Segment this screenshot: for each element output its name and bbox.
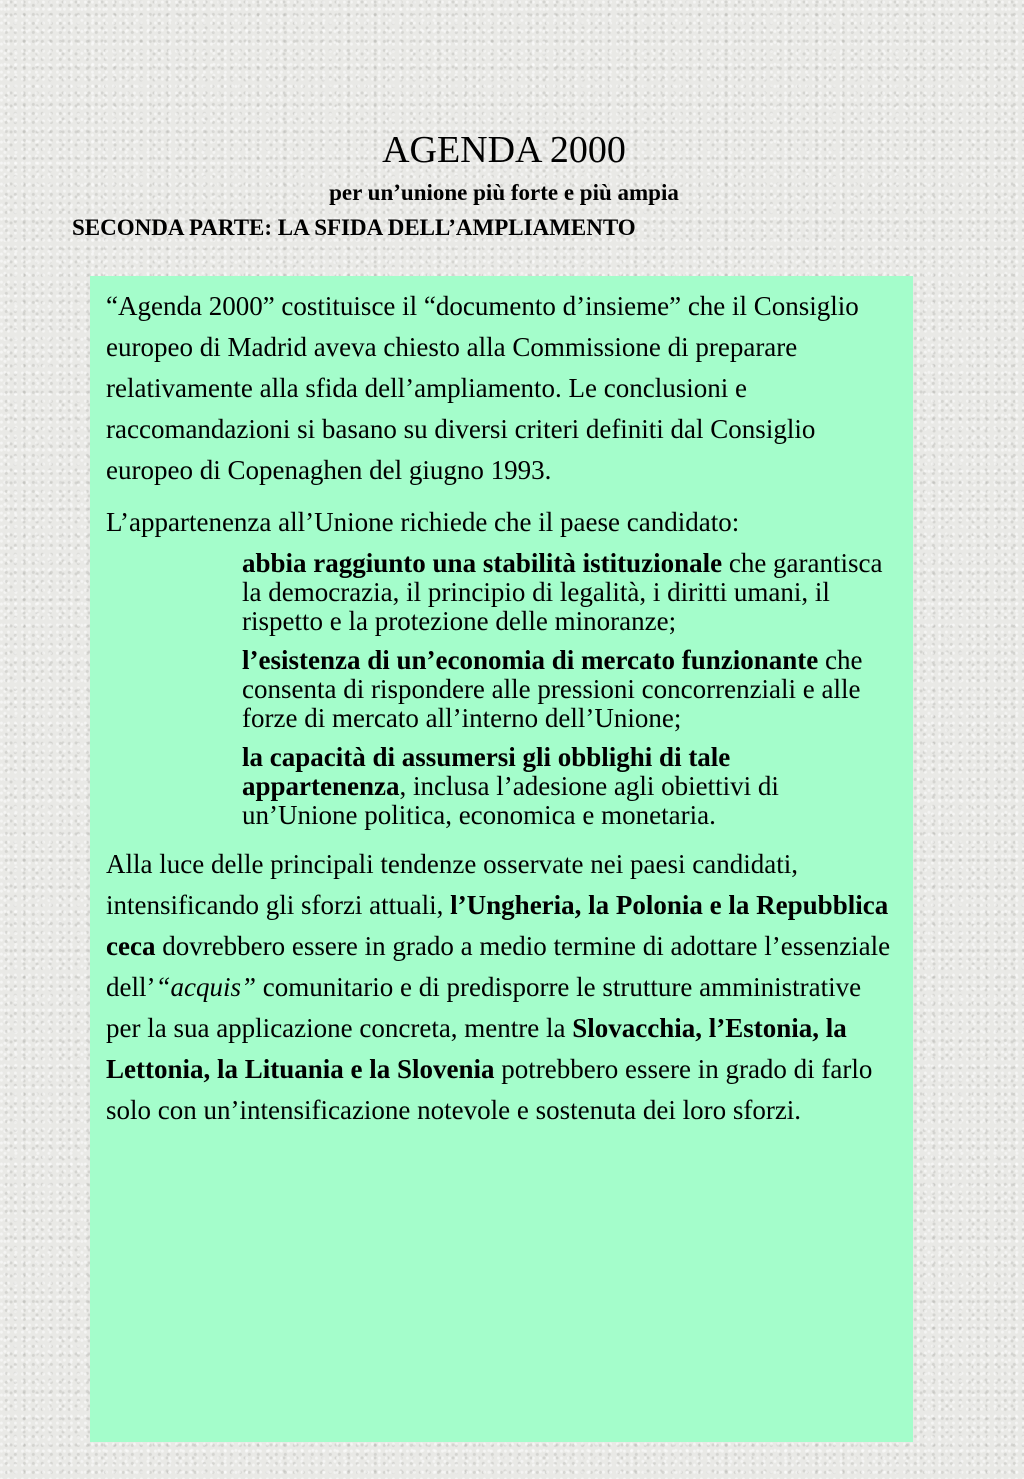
membership-lead: L’appartenenza all’Unione richiede che il paese candidato: bbox=[106, 507, 740, 537]
section-heading: SECONDA PARTE: LA SFIDA DELL’AMPLIAMENTO bbox=[72, 215, 636, 240]
acquis-term: “acquis” bbox=[155, 972, 257, 1002]
conclusion-text: Alla luce delle principali tendenze osservate nei paesi candidati, intensificando gli sforzi attuali, bbox=[106, 849, 798, 920]
conclusion-countries-group1: l’Ungheria, la Polonia e la Repubblica ceca bbox=[106, 890, 889, 961]
conclusion-text: comunitario e di predisporre le strutture amministrative per la sua applicazione concreta, mentre la bbox=[106, 972, 862, 1043]
page-subtitle: per un’unione più forte e più ampia bbox=[329, 180, 679, 205]
conclusion-text: potrebbero essere in grado di farlo solo con un’intensificazione notevole e sostenuta dei loro sforzi. bbox=[106, 1054, 873, 1125]
page-title: AGENDA 2000 bbox=[382, 129, 626, 171]
intro-paragraph: “Agenda 2000” costituisce il “documento d’insieme” che il Consiglio europeo di Madrid aveva chiesto alla Commissione di preparare relativamente alla sfida dell’ampliamento. Le conclusioni e raccomandazioni si basano su diversi criteri definiti dal Consiglio europeo di Copenaghen del giugno 1993. bbox=[106, 291, 859, 485]
criterion-item bbox=[242, 646, 893, 733]
content-box bbox=[90, 276, 913, 1442]
criterion-item bbox=[242, 549, 893, 636]
criterion-bold: l’esistenza di un’economia di mercato funzionante bbox=[242, 645, 819, 675]
criteria-list bbox=[106, 549, 893, 830]
criterion-text: , inclusa l’adesione agli obiettivi di un’Unione politica, economica e monetaria. bbox=[242, 771, 779, 830]
criterion-text: che consenta di rispondere alle pressioni concorrenziali e alle forze di mercato all’interno dell’Unione; bbox=[242, 645, 863, 733]
criterion-bold: la capacità di assumersi gli obblighi di tale appartenenza bbox=[242, 742, 731, 801]
criterion-item bbox=[242, 743, 893, 830]
conclusion-paragraph bbox=[106, 844, 893, 1131]
criterion-text: che garantisca la democrazia, il principio di legalità, i diritti umani, il rispetto e la protezione delle minoranze; bbox=[242, 548, 883, 636]
conclusion-text: dovrebbero essere in grado a medio termine di adottare l’essenziale dell’ bbox=[106, 931, 891, 1002]
criterion-bold: abbia raggiunto una stabilità istituzionale bbox=[242, 548, 723, 578]
conclusion-countries-group2: Slovacchia, l’Estonia, la Lettonia, la Lituania e la Slovenia bbox=[106, 1013, 847, 1084]
